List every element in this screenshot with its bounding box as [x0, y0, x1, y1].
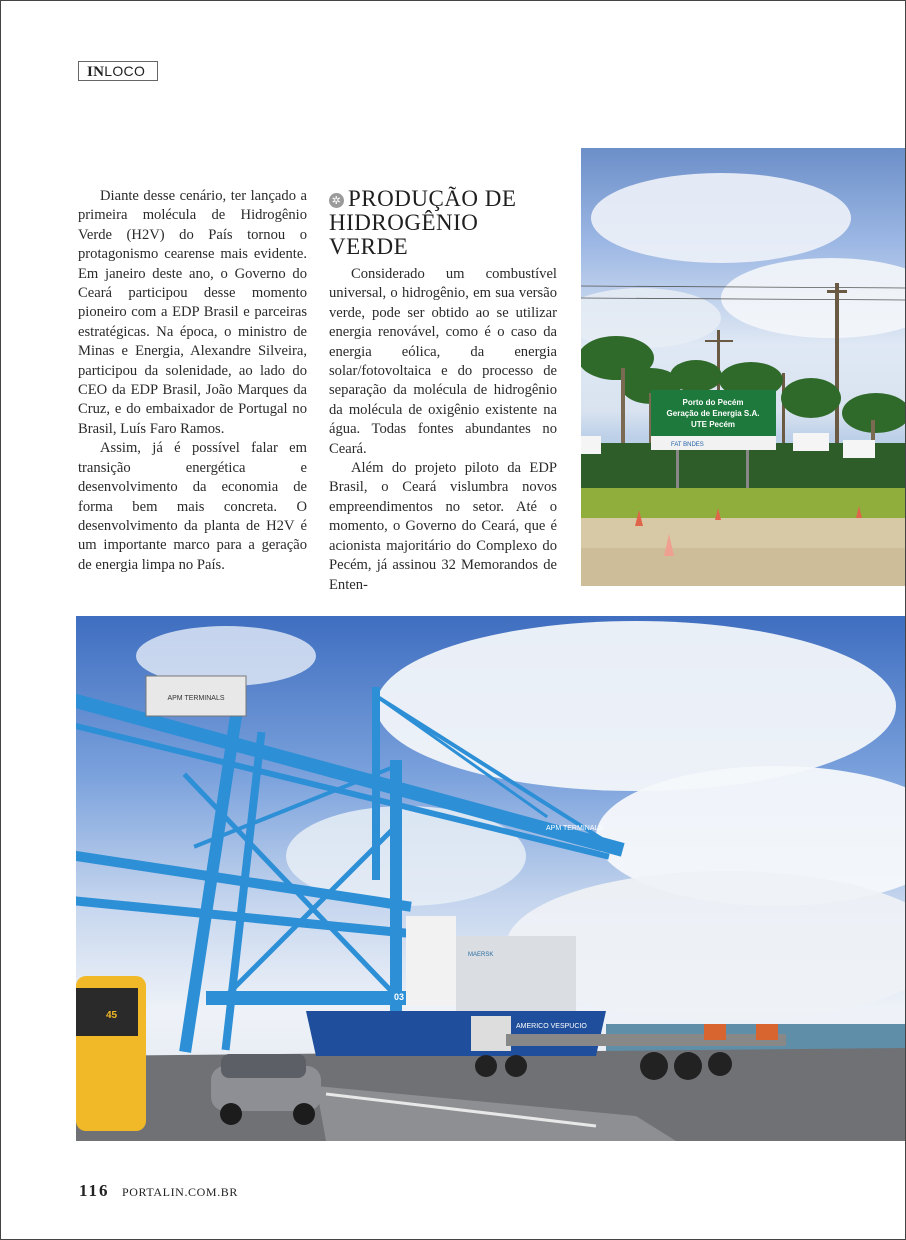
- section-subhead: [329, 187, 557, 259]
- star-bullet-icon: ✲: [329, 193, 344, 208]
- photo-pecem-sign: [581, 148, 905, 586]
- footer-website: PORTALIN.COM.BR: [122, 1185, 238, 1199]
- left-paragraph-1: Diante desse cenário, ter lançado a primeira molécula de Hidrogênio Verde (H2V) do País tornou o protagonismo cearense mais evidente. Em janeiro deste ano, o Governo do Ceará participou desse momento pioneiro com a EDP Brasil e parceiras estratégicas. Na época, o ministro de Minas e Energia, Alexandre Silveira, participou da solenidade, ao lado do CEO da EDP Brasil, João Marques da Cruz, e do embaixador de Portugal no Brasil, Luís Faro Ramos.: [78, 188, 307, 437]
- crane-label: APM TERMINALS: [546, 825, 604, 832]
- photo-pecem-sign-illustration: [581, 148, 905, 586]
- middle-column: [329, 187, 557, 595]
- sign-text-line2: Geração de Energia S.A.: [666, 409, 760, 418]
- sign-text-line1: Porto do Pecém: [682, 398, 744, 407]
- middle-paragraph-1: Considerado um combustível universal, o hidrogênio, em sua versão verde, pode ser obtido ao se utilizar energia renovável, como é o caso da energia eólica, da energia solar/fotovoltaica e do processo de separação da molécula de hidrogênio da molécula de oxigênio existente na água. Todas fontes abundantes no Ceará.: [329, 266, 557, 457]
- section-tag-bold: IN: [87, 64, 105, 80]
- photo-port-crane-illustration: [76, 616, 905, 1141]
- sign-text-line3: UTE Pecém: [690, 420, 736, 429]
- machine-house-label: APM TERMINALS: [167, 695, 225, 702]
- section-tag: [78, 61, 158, 81]
- section-tag-rest: LOCO: [104, 63, 146, 79]
- container-label: MAERSK: [468, 952, 494, 958]
- section-subhead-text: PRODUÇÃO DE HIDROGÊNIO VERDE: [329, 186, 517, 259]
- ship-name: AMERICO VESPUCIO: [516, 1023, 587, 1030]
- left-paragraph-2: Assim, já é possível falar em transição energética e desenvolvimento da economia de forma bem mais concreta. O desenvolvimento da planta de H2V é um importante marco para a geração de energia limpa no País.: [78, 440, 307, 573]
- photo-port-crane: [76, 616, 905, 1141]
- page-number: 116: [79, 1181, 110, 1200]
- middle-paragraph-2: Além do projeto piloto da EDP Brasil, o Ceará vislumbra novos empreendimentos no setor. Até o momento, o Governo do Ceará, que é acionista majoritário do Complexo do Pecém, já assinou 32 Memorandos de Enten-: [329, 460, 557, 593]
- sign-logos-text: FAT BNDES: [671, 442, 704, 448]
- bus-number: 45: [106, 1010, 118, 1021]
- left-column: [78, 187, 307, 575]
- crane-number: 03: [394, 992, 405, 1002]
